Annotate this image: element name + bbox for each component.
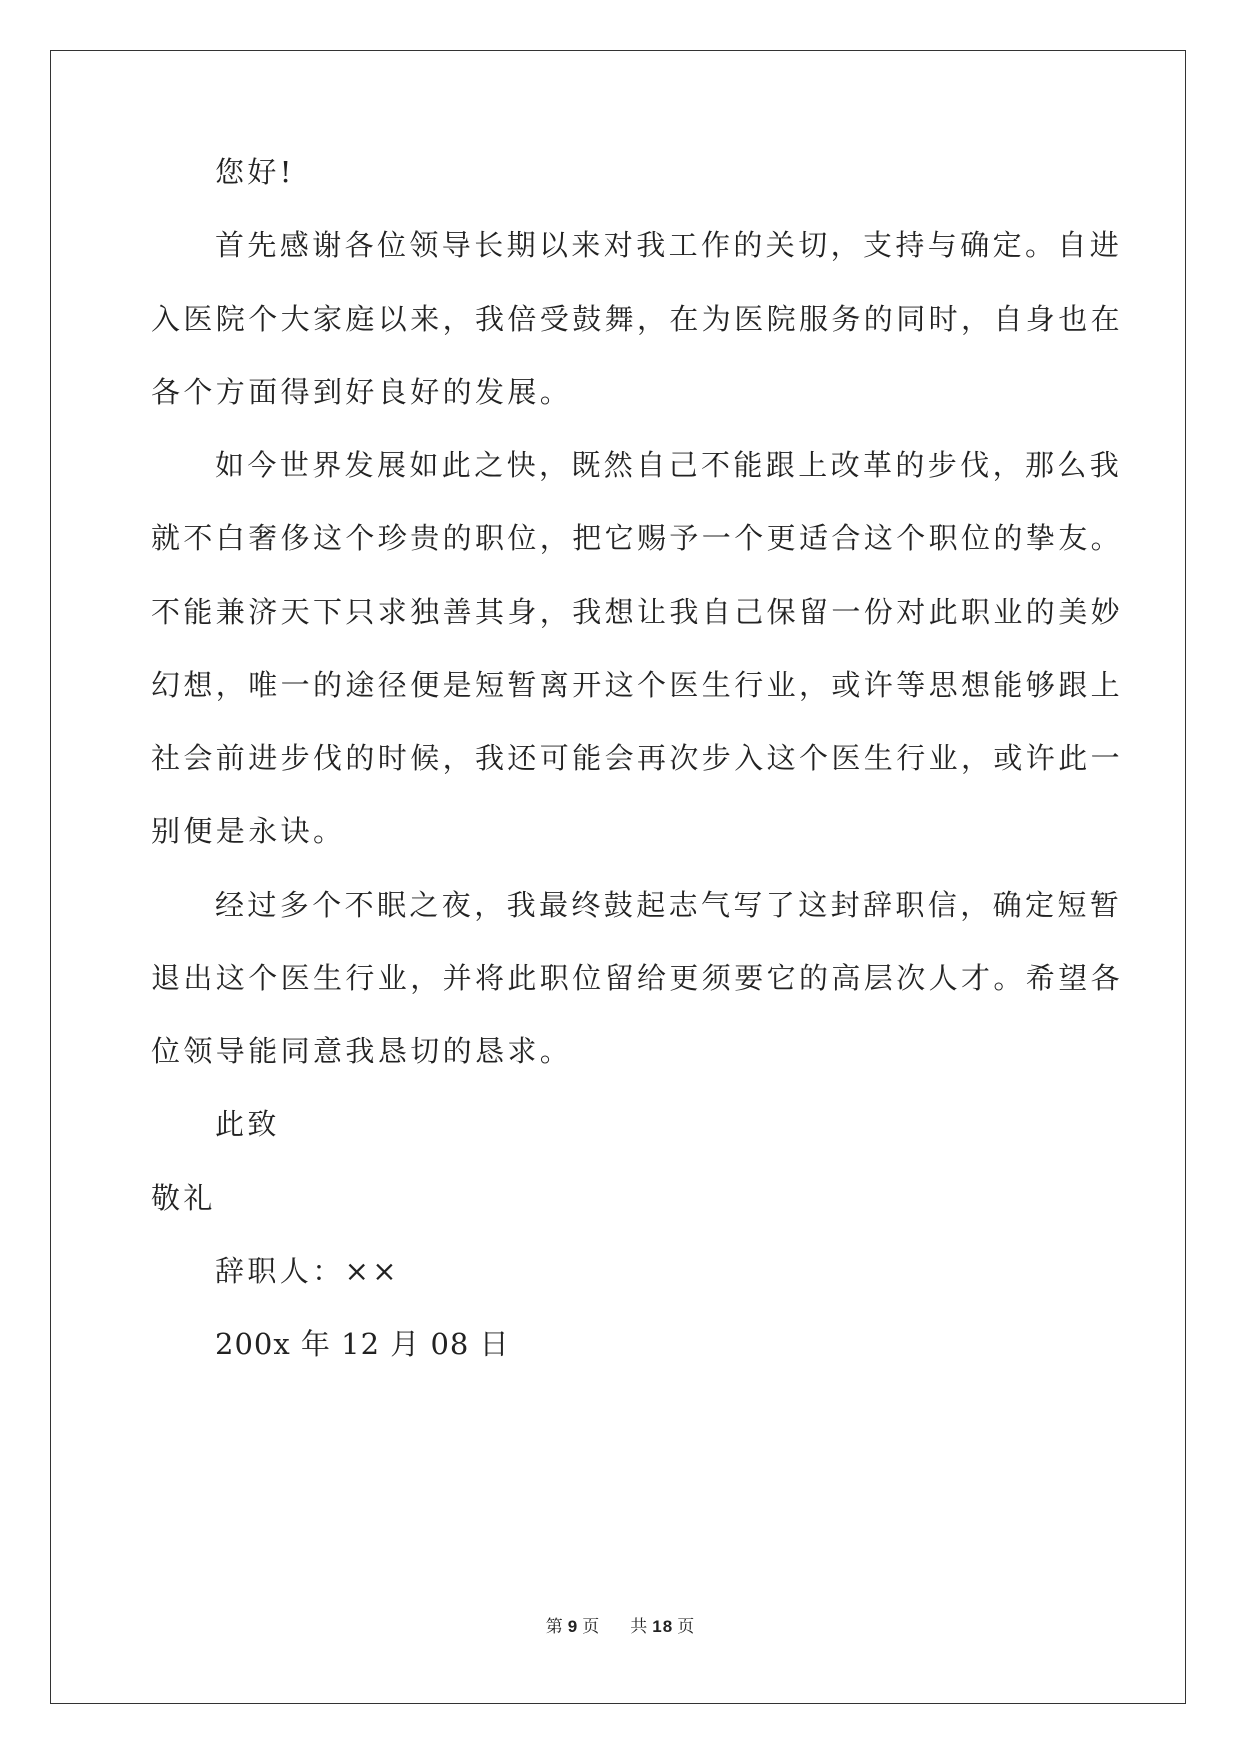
paragraph-3-line-3: 位领导能同意我恳切的恳求。 (151, 1034, 573, 1068)
total-prefix: 共 (630, 1617, 649, 1637)
page-label-suffix: 页 (582, 1617, 601, 1637)
paragraph-2-line-1: 如今世界发展如此之快，既然自己不能跟上改革的步伐，那么我 (215, 448, 1123, 482)
paragraph-2-line-5: 社会前进步伐的时候，我还可能会再次步入这个医生行业，或许此一 (151, 741, 1124, 775)
paragraph-1-line-3: 各个方面得到好良好的发展。 (151, 375, 573, 409)
date: 200x 年 12 月 08 日 (215, 1327, 510, 1361)
paragraph-3-line-2: 退出这个医生行业，并将此职位留给更须要它的高层次人才。希望各 (151, 961, 1124, 995)
paragraph-1-line-2: 入医院个大家庭以来，我倍受鼓舞，在为医院服务的同时，自身也在 (151, 302, 1124, 336)
paragraph-2-line-4: 幻想，唯一的途径便是短暂离开这个医生行业，或许等思想能够跟上 (151, 668, 1124, 702)
page-number: 9 (567, 1617, 579, 1636)
greeting: 您好! (215, 155, 295, 189)
page-footer (0, 1612, 1241, 1637)
signature: 辞职人：×× (215, 1254, 400, 1288)
page-label-prefix: 第 (545, 1617, 564, 1637)
paragraph-2-line-2: 就不白奢侈这个珍贵的职位，把它赐予一个更适合这个职位的挚友。 (151, 521, 1124, 555)
paragraph-1-line-1: 首先感谢各位领导长期以来对我工作的关切，支持与确定。自进 (215, 228, 1123, 262)
salute: 敬礼 (151, 1181, 216, 1215)
total-suffix: 页 (677, 1617, 696, 1637)
total-pages: 18 (652, 1617, 674, 1636)
paragraph-2-line-6: 别便是永诀。 (151, 814, 346, 848)
paragraph-3-line-1: 经过多个不眠之夜，我最终鼓起志气写了这封辞职信，确定短暂 (215, 888, 1123, 922)
paragraph-2-line-3: 不能兼济天下只求独善其身，我想让我自己保留一份对此职业的美妙 (151, 595, 1124, 629)
closing: 此致 (215, 1107, 280, 1141)
